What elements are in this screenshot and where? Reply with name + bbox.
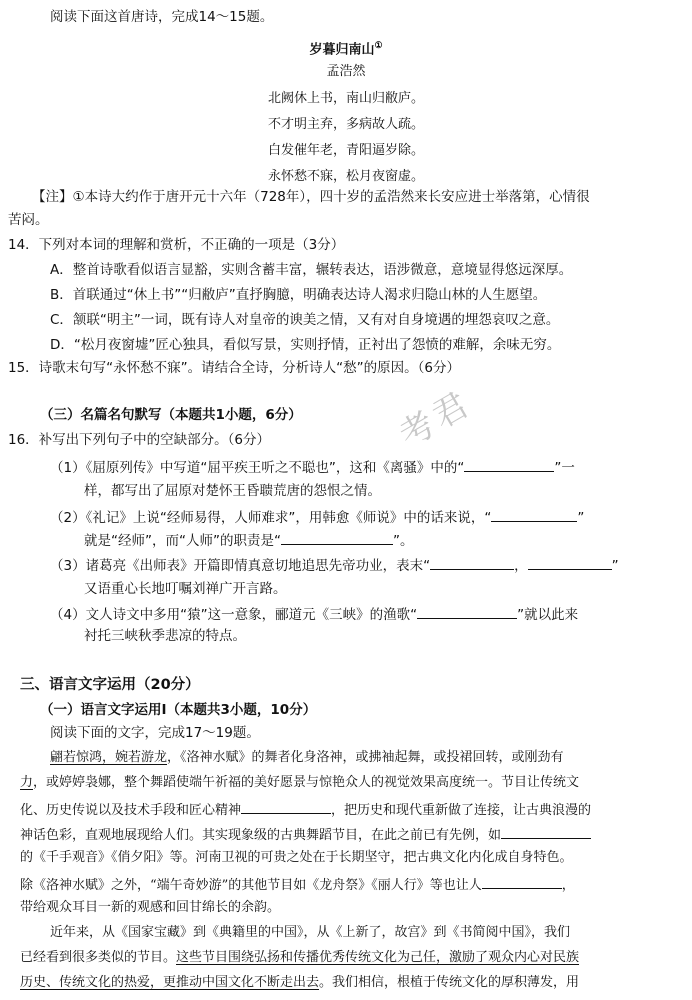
question-14-option-c: C．颔联“明主”一词，既有诗人对皇帝的谀美之情，又有对自身境遇的埋怨哀叹之意。	[50, 312, 560, 328]
answer-blank[interactable]	[528, 555, 612, 570]
underlined-sentence: 这些节目围绕弘扬和传播优秀传统文化为己任，激励了观众内心对民族	[176, 950, 580, 965]
passage-text: ，《洛神水赋》的舞者化身洛神，或拂袖起舞，或投裙回转，或刚劲有	[167, 750, 564, 765]
question-16-item-1-cont: 样，都写出了屈原对楚怀王昏聩荒唐的怨恨之情。	[84, 483, 381, 499]
question-16-item-3	[50, 555, 619, 575]
passage-line: 近年来，从《国家宝藏》到《典籍里的中国》，从《上新了，故宫》到《书简阅中国》，我们	[50, 925, 571, 940]
poem-line: 永怀愁不寐，松月夜窗虚。	[267, 169, 424, 184]
poem-note-line2: 苦闷。	[8, 212, 49, 228]
answer-blank[interactable]	[464, 457, 554, 472]
poem-author: 孟浩然	[326, 64, 366, 79]
passage-intro: 阅读下面的文字，完成17～19题。	[50, 725, 260, 741]
q16-4-text: （4）文人诗文中多用“猿”这一意象，郦道元《三峡》的渔歌“	[50, 607, 418, 623]
passage-line	[20, 949, 579, 967]
q16-2-text: （2）《礼记》上说“经师易得，人师难求”，用韩愈《师说》中的话来说，“	[50, 510, 492, 526]
question-16-item-4	[50, 604, 578, 624]
answer-blank[interactable]	[281, 530, 393, 545]
section-3-heading: （三）名篇名句默写（本题共1小题，6分）	[40, 407, 302, 423]
q16-2-text: 就是“经师”，而“人师”的职责是“	[84, 533, 281, 549]
question-14-option-d: D．“松月夜窗墟”匠心独具，看似写景，实则抒情，正衬出了怨愤的难解，余味无穷。	[50, 337, 561, 353]
passage-line	[20, 799, 591, 820]
passage-line	[20, 974, 579, 992]
passage-text: ，或婷婷袅娜，整个舞蹈使端午祈福的美好愿景与惊艳众人的视觉效果高度统一。节目让传统文	[33, 775, 580, 790]
question-14-stem: 14．下列对本词的理解和赏析，不正确的一项是（3分）	[8, 237, 345, 253]
q16-1-text: （1）《屈原列传》中写道“屈平疾王听之不聪也”，这和《离骚》中的“	[50, 460, 465, 476]
q16-1-text: ”一	[554, 460, 575, 476]
poem-line: 白发催年老，青阳逼岁除。	[267, 143, 424, 158]
underlined-phrase: 力	[20, 775, 34, 790]
passage-line: 带给观众耳目一新的观感和回甘绵长的余韵。	[20, 900, 281, 915]
answer-blank[interactable]	[241, 799, 331, 814]
part-3-heading: 三、语言文字运用（20分）	[20, 677, 200, 693]
answer-blank[interactable]	[482, 874, 562, 889]
question-16-item-4-cont: 衬托三峡秋季悲凉的特点。	[84, 628, 246, 644]
part-3-subheading: （一）语言文字运用Ⅰ（本题共3小题，10分）	[40, 702, 317, 718]
answer-blank[interactable]	[430, 555, 514, 570]
watermark: 考君	[392, 383, 479, 456]
poem-note-line1: 【注】①本诗大约作于唐开元十六年（728年），四十岁的孟浩然来长安应进士举落第，心情很	[32, 189, 590, 205]
question-16-item-2	[50, 507, 584, 527]
question-16-item-3-cont: 又语重心长地叮嘱刘禅广开言路。	[84, 581, 287, 597]
question-16-item-2-cont	[84, 530, 413, 550]
q16-4-text: ”就以此来	[517, 607, 579, 623]
poem-intro: 阅读下面这首唐诗，完成14～15题。	[50, 9, 274, 25]
question-16-item-1	[50, 457, 575, 477]
passage-line	[50, 749, 564, 767]
passage-text: ，把历史和现代重新做了连接，让古典浪漫的	[331, 803, 592, 818]
answer-blank[interactable]	[501, 824, 591, 839]
question-14-option-a: A．整首诗歌看似语言显豁，实则含蓄丰富，辗转表达，语涉微意，意境显得悠远深厚。	[50, 262, 573, 278]
passage-line	[20, 774, 579, 792]
q16-3-text: ”	[611, 558, 619, 574]
q16-3-text: （3）诸葛亮《出师表》开篇即情真意切地追思先帝功业，表末“	[50, 558, 431, 574]
passage-text: 除《洛神水赋》之外，“端午奇妙游”的其他节目如《龙舟祭》《丽人行》等也让人	[20, 878, 482, 893]
poem-title-note: ①	[374, 41, 383, 51]
passage-text: 。我们相信，根植于传统文化的厚积薄发，用	[319, 975, 580, 990]
poem-title	[0, 37, 692, 59]
underlined-sentence: 历史、传统文化的热爱，更推动中国文化不断走出去	[20, 975, 320, 990]
passage-text: ，	[561, 878, 575, 893]
answer-blank[interactable]	[491, 507, 577, 522]
question-15: 15．诗歌末句写“永怀愁不寐”。请结合全诗，分析诗人“愁”的原因。（6分）	[8, 360, 460, 376]
poem-title-text: 岁暮归南山	[309, 42, 375, 58]
question-14-option-b: B．首联通过“休上书”“归敝庐”直抒胸臆，明确表达诗人渴求归隐山林的人生愿望。	[50, 287, 547, 303]
answer-blank[interactable]	[417, 604, 517, 619]
passage-text: 已经看到很多类似的节目。	[20, 950, 177, 965]
passage-text: 化、历史传说以及技术手段和匠心精神	[20, 803, 242, 818]
underlined-phrase: 翩若惊鸿，婉若游龙	[50, 750, 168, 765]
poem-line: 不才明主弃，多病故人疏。	[267, 117, 424, 132]
passage-line	[20, 824, 591, 845]
question-16-stem: 16．补写出下列句子中的空缺部分。（6分）	[8, 432, 271, 448]
poem-line: 北阙休上书，南山归敝庐。	[267, 91, 424, 106]
passage-text: 神话色彩，直观地展现给人们。其实现象级的古典舞蹈节目，在此之前已有先例，如	[20, 828, 502, 843]
passage-line: 的《千手观音》《俏夕阳》等。河南卫视的可贵之处在于长期坚守，把古典文化内化成自身特色。	[20, 850, 573, 865]
q16-2-text: ”。	[392, 533, 414, 549]
q16-3-text: ，	[514, 558, 528, 574]
passage-line	[20, 874, 575, 895]
q16-2-text: ”	[577, 510, 585, 526]
